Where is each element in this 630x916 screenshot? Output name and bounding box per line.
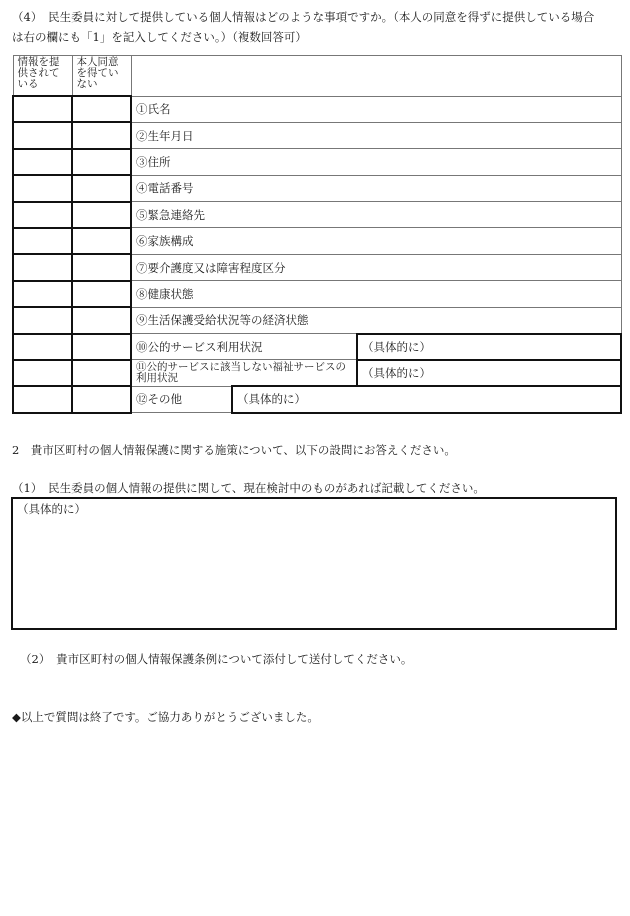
section2-q2: （2） 貴市区町村の個人情報保護条例について添付して送付してください。 <box>20 652 413 666</box>
header-no-consent: 本人同意を得ていない <box>72 56 131 97</box>
table-row <box>13 281 621 307</box>
q4-question-line2: は右の欄にも「1」を記入してください。）（複数回答可） <box>12 30 307 44</box>
table-row <box>13 386 621 412</box>
no-consent-cell-2[interactable] <box>72 122 131 148</box>
provided-cell-2[interactable] <box>13 122 72 148</box>
item-label: ②生年月日 <box>131 122 621 148</box>
no-consent-cell-7[interactable] <box>72 254 131 280</box>
table-row <box>13 202 621 228</box>
detail-field-10[interactable]: （具体的に） <box>357 334 621 360</box>
table-row <box>13 334 621 360</box>
no-consent-cell-9[interactable] <box>72 307 131 333</box>
provided-cell-9[interactable] <box>13 307 72 333</box>
no-consent-cell-1[interactable] <box>72 96 131 122</box>
header-item <box>131 56 621 97</box>
q1-box-label: （具体的に） <box>17 502 86 516</box>
section2-q1: （1） 民生委員の個人情報の提供に関して、現在検討中のものがあれば記載してください。 <box>12 481 485 495</box>
provided-cell-7[interactable] <box>13 254 72 280</box>
provided-cell-5[interactable] <box>13 202 72 228</box>
item-label: ⑪公的サービスに該当しない福祉サービスの利用状況 <box>131 360 357 386</box>
table-row <box>13 254 621 280</box>
provided-cell-8[interactable] <box>13 281 72 307</box>
section2-title: 2 貴市区町村の個人情報保護に関する施策について、以下の設問にお答えください。 <box>12 443 456 457</box>
closing-message: ◆以上で質問は終了です。ご協力ありがとうございました。 <box>12 710 319 724</box>
provided-cell-3[interactable] <box>13 149 72 175</box>
detail-field-11[interactable]: （具体的に） <box>357 360 621 386</box>
q4-question-line1: （4） 民生委員に対して提供している個人情報はどのような事項ですか。（本人の同意を得ずに提供している場合 <box>12 10 595 24</box>
no-consent-cell-10[interactable] <box>72 334 131 360</box>
provided-cell-11[interactable] <box>13 360 72 386</box>
table-row <box>13 149 621 175</box>
item-label: ⑩公的サービス利用状況 <box>131 334 357 360</box>
detail-field-12[interactable]: （具体的に） <box>232 386 621 412</box>
no-consent-cell-5[interactable] <box>72 202 131 228</box>
provided-cell-6[interactable] <box>13 228 72 254</box>
table-row <box>13 122 621 148</box>
provided-cell-4[interactable] <box>13 175 72 201</box>
table-row <box>13 360 621 386</box>
item-label: ③住所 <box>131 149 621 175</box>
q4-info-table <box>12 55 622 414</box>
item-label: ⑦要介護度又は障害程度区分 <box>131 254 621 280</box>
table-row <box>13 96 621 122</box>
item-label: ⑨生活保護受給状況等の経済状態 <box>131 307 621 333</box>
item-label: ①氏名 <box>131 96 621 122</box>
no-consent-cell-6[interactable] <box>72 228 131 254</box>
provided-cell-10[interactable] <box>13 334 72 360</box>
provided-cell-1[interactable] <box>13 96 72 122</box>
item-label: ④電話番号 <box>131 175 621 201</box>
table-row <box>13 307 621 333</box>
item-label: ⑧健康状態 <box>131 281 621 307</box>
provided-cell-12[interactable] <box>13 386 72 412</box>
no-consent-cell-8[interactable] <box>72 281 131 307</box>
item-label: ⑥家族構成 <box>131 228 621 254</box>
table-row <box>13 175 621 201</box>
no-consent-cell-12[interactable] <box>72 386 131 412</box>
table-row <box>13 228 621 254</box>
item-label: ⑫その他 <box>131 386 232 412</box>
no-consent-cell-4[interactable] <box>72 175 131 201</box>
q1-answer-box[interactable] <box>11 497 617 630</box>
no-consent-cell-11[interactable] <box>72 360 131 386</box>
no-consent-cell-3[interactable] <box>72 149 131 175</box>
item-label: ⑤緊急連絡先 <box>131 202 621 228</box>
header-provided: 情報を提供されている <box>13 56 72 97</box>
